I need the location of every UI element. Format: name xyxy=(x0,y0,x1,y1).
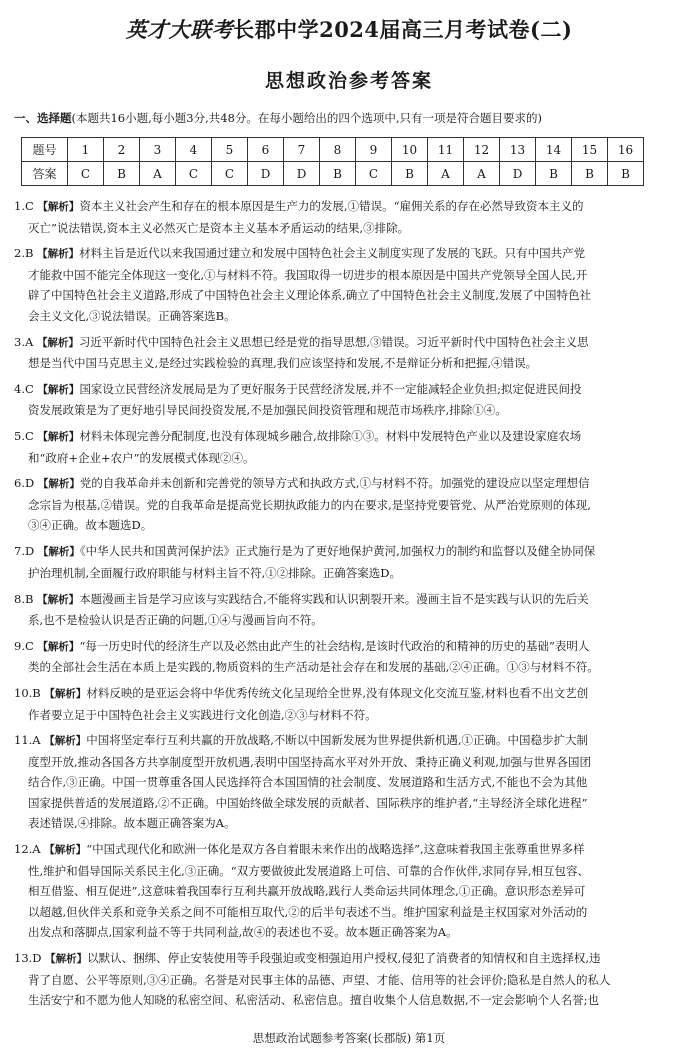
question-answer-number: 12.A xyxy=(14,842,41,857)
answer-cell: D xyxy=(248,162,284,186)
question-answer-number: 3.A xyxy=(14,334,34,349)
section-label: 一、选择题 xyxy=(14,111,72,125)
explanation-continuation: 类的全部社会生活在本质上是实践的,物质资料的生产活动是社会存在和发展的基础,②④正确。①③与材料不符。 xyxy=(28,660,599,675)
explanation-continuation: 生活安宁和不愿为他人知晓的私密空间、私密活动、私密信息。擅自收集个人信息数据,不一定会影响个人名誉;也 xyxy=(28,993,600,1008)
analysis-tag: 【解析】 xyxy=(44,688,87,701)
number-cell: 11 xyxy=(428,138,464,162)
explanation-continuation: 度型开放,推动各国各方共享制度型开放机遇,表明中国坚持高水平对外开放、秉持正确义利观,加强与世界各国团 xyxy=(28,754,591,769)
answer-cell: C xyxy=(68,162,104,186)
question-answer-number: 1.C xyxy=(14,199,34,213)
explanation-text: 本题漫画主旨是学习应该与实践结合,不能将实践和认识割裂开来。漫画主旨不是实践与认识的先后关 xyxy=(79,591,589,606)
section-description: (本题共16小题,每小题3分,共48分。在每小题给出的四个选项中,只有一项是符合题目要求的) xyxy=(71,111,543,125)
answer-cell: D xyxy=(500,162,536,186)
explanation-text: 以默认、捆绑、停止安装使用等手段强迫或变相强迫用户授权,侵犯了消费者的知情权和自主选择权,违 xyxy=(87,951,601,966)
explanation-continuation: 性,维护和倡导国际关系民主化,③正确。“双方要做彼此发展道路上可信、可靠的合作伙伴,求同存异,相互包容、 xyxy=(28,863,589,878)
explanation-text: 习近平新时代中国特色社会主义思想已经是党的指导思想,③错误。习近平新时代中国特色社会主义思 xyxy=(78,334,589,349)
explanation-continuation: 灭亡”说法错误,资本主义必然灭亡是资本主义基本矛盾运动的结果,③排除。 xyxy=(28,220,410,235)
explanation-continuation: ③④正确。故本题选D。 xyxy=(28,518,153,533)
answer-cell: C xyxy=(176,162,212,186)
explanation-continuation: 会主义文化,③说法错误。正确答案选B。 xyxy=(28,308,236,323)
page-footer: 思想政治试题参考答案(长郡版) 第1页 xyxy=(252,1031,446,1045)
explanation-first-line xyxy=(14,839,687,861)
number-cell: 3 xyxy=(140,138,176,162)
answer-cell: B xyxy=(104,162,140,186)
explanation-item xyxy=(14,683,687,725)
explanation-first-line xyxy=(14,683,687,705)
explanation-continuation: 表述错误,④排除。故本题正确答案为A。 xyxy=(28,816,236,831)
explanation-first-line xyxy=(14,730,687,752)
explanation-continuation: 资发展政策是为了更好地引导民间投资发展,不是加强民间投资管理和规范市场秩序,排除①④。 xyxy=(28,403,507,418)
explanation-text: 资本主义社会产生和存在的根本原因是生产力的发展,①错误。“雇佣关系的存在必然导致资本主义的 xyxy=(79,199,584,213)
page-title: 思想政治参考答案 xyxy=(264,70,433,92)
number-cell: 7 xyxy=(284,138,320,162)
answer-cell: B xyxy=(572,162,608,186)
explanation-continuation: 才能救中国不能完全体现这一变化,①与材料不符。我国取得一切进步的根本原因是中国共产党领导全国人民,开 xyxy=(28,267,588,282)
analysis-tag: 【解析】 xyxy=(36,336,79,349)
answer-table-number-row xyxy=(22,138,644,162)
answer-table xyxy=(21,137,644,186)
explanation-item xyxy=(14,473,687,536)
number-cell: 14 xyxy=(536,138,572,162)
exam-title: 长郡中学2024届高三月考试卷(二) xyxy=(233,17,573,42)
explanation-continuation: 念宗旨为根基,②错误。党的自我革命是提高党长期执政能力的内在要求,是坚持党要管党、从严治党原则的体现, xyxy=(28,497,591,512)
explanation-item xyxy=(14,839,687,943)
explanation-continuation: 护治理机制,全面履行政府职能与材料主旨不符,①②排除。正确答案选D。 xyxy=(28,565,402,580)
brand-logo-text: 英才大联考 xyxy=(125,17,234,42)
answer-cell: B xyxy=(392,162,428,186)
answer-cell: C xyxy=(356,162,392,186)
explanation-first-line xyxy=(14,332,687,354)
number-cell: 5 xyxy=(212,138,248,162)
number-cell: 4 xyxy=(176,138,212,162)
answer-cell: A xyxy=(428,162,464,186)
explanation-text: 《中华人民共和国黄河保护法》正式施行是为了更好地保护黄河,加强权力的制约和监督以及健全协同保 xyxy=(79,544,596,559)
row-label-answer: 答案 xyxy=(22,162,68,186)
explanation-continuation: 作者要立足于中国特色社会主义实践进行文化创造,②③与材料不符。 xyxy=(28,707,377,722)
question-answer-number: 10.B xyxy=(14,686,41,701)
analysis-tag: 【解析】 xyxy=(37,431,80,444)
question-answer-number: 4.C xyxy=(14,381,34,396)
question-answer-number: 5.C xyxy=(14,429,34,444)
analysis-tag: 【解析】 xyxy=(37,478,80,491)
explanation-item xyxy=(14,636,687,678)
explanation-item xyxy=(14,730,687,834)
number-cell: 2 xyxy=(104,138,140,162)
explanation-continuation: 想是当代中国马克思主义,是经过实践检验的真理,我们应该坚持和发展,不是辩证分析和把握,④错误。 xyxy=(28,356,538,371)
explanation-item xyxy=(14,379,687,421)
explanation-text: 中国将坚定奉行互利共赢的开放战略,不断以中国新发展为世界提供新机遇,①正确。中国稳步扩大制 xyxy=(86,733,589,748)
answer-cell: B xyxy=(536,162,572,186)
number-cell: 8 xyxy=(320,138,356,162)
explanation-item xyxy=(14,541,687,583)
exam-header xyxy=(0,14,698,44)
answer-cell: D xyxy=(284,162,320,186)
explanation-first-line xyxy=(14,473,687,495)
explanation-item xyxy=(14,332,687,374)
question-answer-number: 6.D xyxy=(14,476,35,491)
explanation-first-line xyxy=(14,379,687,401)
explanation-item xyxy=(14,948,687,1011)
explanation-continuation: 国家提供普适的发展道路,②不正确。中国始终做全球发展的贡献者、国际秩序的维护者,“主导经济全球化进程” xyxy=(28,795,588,810)
answer-table-answer-row xyxy=(22,162,644,186)
explanation-text: 材料主旨是近代以来我国通过建立和发展中国特色社会主义制度实现了发展的飞跃。只有中国共产党 xyxy=(79,246,586,261)
explanation-text: 材料反映的是亚运会将中华优秀传统文化呈现给全世界,没有体现文化交流互鉴,材料也看不出文艺创 xyxy=(86,686,589,701)
question-answer-number: 9.C xyxy=(14,638,34,653)
explanation-continuation: 出发点和落脚点,国家利益不等于共同利益,故④的表述也不妥。故本题正确答案为A。 xyxy=(28,925,458,940)
question-answer-number: 13.D xyxy=(14,951,42,966)
explanation-item xyxy=(14,589,687,631)
analysis-tag: 【解析】 xyxy=(44,844,87,857)
question-answer-number: 7.D xyxy=(14,544,35,559)
explanation-item xyxy=(14,196,687,238)
answer-cell: A xyxy=(464,162,500,186)
number-cell: 16 xyxy=(608,138,644,162)
explanation-text: 党的自我革命并未创新和完善党的领导方式和执政方式,①与材料不符。加强党的建设应以坚定理想信 xyxy=(79,476,590,491)
number-cell: 13 xyxy=(500,138,536,162)
explanation-first-line xyxy=(14,636,687,658)
analysis-tag: 【解析】 xyxy=(37,248,80,261)
explanation-continuation: 辟了中国特色社会主义道路,形成了中国特色社会主义理论体系,确立了中国特色社会主义制度,发展了中国特色社 xyxy=(28,288,591,303)
explanation-first-line xyxy=(14,541,687,563)
number-cell: 12 xyxy=(464,138,500,162)
explanation-continuation: 结合作,③正确。中国一贯尊重各国人民选择符合本国国情的社会制度、发展道路和生活方式,不能也不会为其他 xyxy=(28,775,588,790)
number-cell: 9 xyxy=(356,138,392,162)
number-cell: 6 xyxy=(248,138,284,162)
number-cell: 10 xyxy=(392,138,428,162)
explanation-text: 材料未体现完善分配制度,也没有体现城乡融合,故排除①③。材料中发展特色产业以及建设家庭农场 xyxy=(79,429,582,444)
analysis-tag: 【解析】 xyxy=(37,383,80,396)
question-answer-number: 2.B xyxy=(14,246,34,261)
answer-cell: B xyxy=(608,162,644,186)
explanation-continuation: 系,也不是检验认识是否正确的问题,①④与漫画旨向不符。 xyxy=(28,613,323,628)
analysis-tag: 【解析】 xyxy=(44,735,87,748)
explanation-continuation: 相互借鉴、相互促进”,这意味着我国奉行互利共赢开放战略,践行人类命运共同体理念,①正确。意识形态差异可 xyxy=(28,884,586,899)
analysis-tag: 【解析】 xyxy=(37,593,80,606)
answer-cell: C xyxy=(212,162,248,186)
explanation-first-line xyxy=(14,196,687,218)
answer-cell: B xyxy=(320,162,356,186)
question-answer-number: 11.A xyxy=(14,733,41,748)
explanation-text: 国家设立民营经济发展局是为了更好服务于民营经济发展,并不一定能减轻企业负担;拟定促进民间投 xyxy=(79,381,582,396)
analysis-tag: 【解析】 xyxy=(37,201,80,213)
answer-cell: A xyxy=(140,162,176,186)
explanation-continuation: 背了自愿、公平等原则,③④正确。名誉是对民事主体的品德、声望、才能、信用等的社会评价;隐私是自然人的私人 xyxy=(28,972,611,987)
question-answer-number: 8.B xyxy=(14,591,34,606)
section-heading xyxy=(14,110,690,126)
explanation-first-line xyxy=(14,589,687,611)
analysis-tag: 【解析】 xyxy=(37,640,80,653)
row-label-number: 题号 xyxy=(22,138,68,162)
explanation-first-line xyxy=(14,948,687,970)
explanation-item xyxy=(14,243,687,326)
number-cell: 1 xyxy=(68,138,104,162)
number-cell: 15 xyxy=(572,138,608,162)
explanation-continuation: 以超越,但伙伴关系和竞争关系之间不可能相互取代,②的后半句表述不当。维护国家利益是主权国家对外活动的 xyxy=(28,904,588,919)
explanation-first-line xyxy=(14,243,687,265)
explanation-first-line xyxy=(14,426,687,448)
explanation-continuation: 和“政府+企业+农户”的发展模式体现②④。 xyxy=(28,450,255,465)
explanation-item xyxy=(14,426,687,468)
explanation-text: “中国式现代化和欧洲一体化是双方各自着眼未来作出的战略选择”,这意味着我国主张尊重世界多样 xyxy=(86,842,585,857)
analysis-tag: 【解析】 xyxy=(37,546,80,559)
explanation-text: “每一历史时代的经济生产以及必然由此产生的社会结构,是该时代政治的和精神的历史的基础”表明人 xyxy=(79,638,590,653)
explanations-list xyxy=(14,196,687,1016)
analysis-tag: 【解析】 xyxy=(45,953,88,966)
